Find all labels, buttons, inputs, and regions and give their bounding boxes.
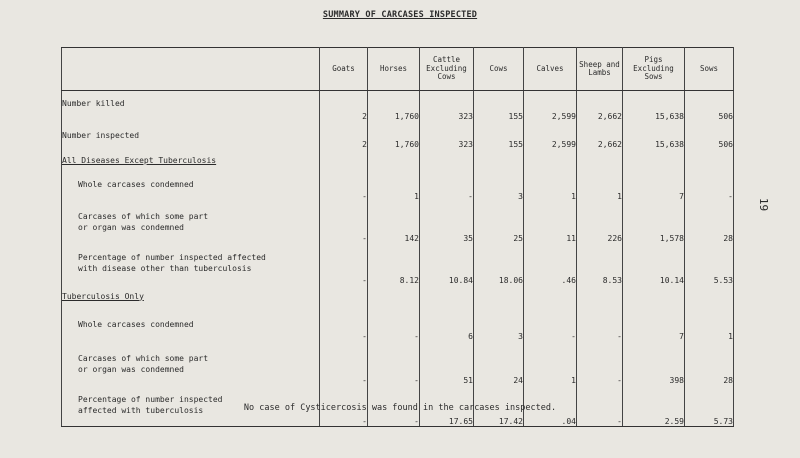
table-cell: 35 — [420, 201, 474, 243]
table-cell — [368, 149, 420, 171]
row-label: Whole carcases condemned — [62, 307, 320, 341]
section-heading: All Diseases Except Tuberculosis — [62, 149, 320, 171]
table-cell: 2,599 — [524, 91, 577, 121]
table-cell: 11 — [524, 201, 577, 243]
section-row — [62, 149, 734, 171]
table-cell: - — [320, 341, 368, 385]
table-cell: 15,638 — [623, 121, 685, 149]
table-cell: - — [577, 341, 623, 385]
column-header-label — [62, 48, 320, 91]
table-row — [62, 91, 734, 121]
table-cell — [474, 285, 524, 307]
table-cell: 10.14 — [623, 243, 685, 285]
table-cell: 1 — [577, 171, 623, 201]
table-cell: 2,599 — [524, 121, 577, 149]
table-cell: 10.84 — [420, 243, 474, 285]
table-cell: - — [524, 307, 577, 341]
table-cell — [623, 285, 685, 307]
table-row — [62, 121, 734, 149]
table-cell — [577, 285, 623, 307]
header-row — [62, 48, 734, 91]
page-title: SUMMARY OF CARCASES INSPECTED — [322, 10, 478, 20]
table-cell: 2,662 — [577, 91, 623, 121]
table-cell: - — [577, 307, 623, 341]
table-cell: 17.42 — [474, 385, 524, 427]
table-cell: 17.65 — [420, 385, 474, 427]
table-cell: 398 — [623, 341, 685, 385]
table-cell: 506 — [685, 91, 734, 121]
table-cell: 3 — [474, 171, 524, 201]
table-cell: .46 — [524, 243, 577, 285]
row-label: Number inspected — [62, 121, 320, 149]
table-cell: 6 — [420, 307, 474, 341]
table-cell: - — [368, 307, 420, 341]
table-cell: 8.53 — [577, 243, 623, 285]
table-cell: 155 — [474, 91, 524, 121]
footnote: No case of Cysticercosis was found in the carcases inspected. — [243, 403, 557, 413]
section-heading: Tuberculosis Only — [62, 285, 320, 307]
table-cell — [320, 285, 368, 307]
table-cell — [685, 285, 734, 307]
table-cell — [420, 149, 474, 171]
table-cell — [577, 149, 623, 171]
row-label: Carcases of which some part or organ was condemned — [62, 201, 320, 243]
table-cell: 25 — [474, 201, 524, 243]
table-row — [62, 243, 734, 285]
table-cell: 1,578 — [623, 201, 685, 243]
table-cell: 5.73 — [685, 385, 734, 427]
row-label: Percentage of number inspected affected with tuberculosis — [62, 385, 320, 427]
table-cell — [320, 149, 368, 171]
row-label: Whole carcases condemned — [62, 171, 320, 201]
table-row — [62, 307, 734, 341]
table-cell: 2 — [320, 121, 368, 149]
row-label: Carcases of which some part or organ was condemned — [62, 341, 320, 385]
table-row — [62, 171, 734, 201]
column-header-calves: Calves — [524, 48, 577, 91]
table-cell: - — [420, 171, 474, 201]
table-cell: 1 — [368, 171, 420, 201]
table-cell: 142 — [368, 201, 420, 243]
table-cell: - — [320, 385, 368, 427]
column-header-cattle: Cattle Excluding Cows — [420, 48, 474, 91]
table-cell: - — [368, 341, 420, 385]
table-cell: 28 — [685, 201, 734, 243]
column-header-cows: Cows — [474, 48, 524, 91]
column-header-sows: Sows — [685, 48, 734, 91]
table-cell: 8.12 — [368, 243, 420, 285]
section-row — [62, 285, 734, 307]
table-cell — [524, 285, 577, 307]
table-cell: - — [320, 307, 368, 341]
table-cell: - — [368, 385, 420, 427]
table-cell: 506 — [685, 121, 734, 149]
table-cell: - — [320, 171, 368, 201]
table-cell: 155 — [474, 121, 524, 149]
carcases-table — [61, 47, 734, 427]
table-cell: - — [320, 243, 368, 285]
table-cell: 1,760 — [368, 121, 420, 149]
table-cell — [474, 149, 524, 171]
table-cell: 323 — [420, 91, 474, 121]
table-cell: 18.06 — [474, 243, 524, 285]
table-cell: - — [320, 201, 368, 243]
table-cell: 323 — [420, 121, 474, 149]
table-cell: - — [577, 385, 623, 427]
table-cell: - — [685, 171, 734, 201]
page-number: 19 — [756, 197, 770, 212]
table-cell: 3 — [474, 307, 524, 341]
table-cell: 7 — [623, 171, 685, 201]
table-cell — [368, 285, 420, 307]
table-cell: 15,638 — [623, 91, 685, 121]
table-cell: 24 — [474, 341, 524, 385]
table-cell: 2.59 — [623, 385, 685, 427]
table-cell: 2,662 — [577, 121, 623, 149]
table-cell — [524, 149, 577, 171]
table-cell: 5.53 — [685, 243, 734, 285]
table-cell: 1,760 — [368, 91, 420, 121]
table-cell: 1 — [524, 341, 577, 385]
row-label: Number killed — [62, 91, 320, 121]
table-cell: 1 — [524, 171, 577, 201]
table-row — [62, 201, 734, 243]
table-row — [62, 341, 734, 385]
table-cell — [623, 149, 685, 171]
table-cell: 2 — [320, 91, 368, 121]
column-header-sheep: Sheep and Lambs — [577, 48, 623, 91]
table-cell: 51 — [420, 341, 474, 385]
column-header-horses: Horses — [368, 48, 420, 91]
column-header-pigs: Pigs Excluding Sows — [623, 48, 685, 91]
table-cell: 1 — [685, 307, 734, 341]
table-cell: 7 — [623, 307, 685, 341]
table-cell — [420, 285, 474, 307]
table-cell — [685, 149, 734, 171]
table-cell: .04 — [524, 385, 577, 427]
table-cell: 226 — [577, 201, 623, 243]
row-label: Percentage of number inspected affected with disease other than tuberculosis — [62, 243, 320, 285]
table-cell: 28 — [685, 341, 734, 385]
column-header-goats: Goats — [320, 48, 368, 91]
